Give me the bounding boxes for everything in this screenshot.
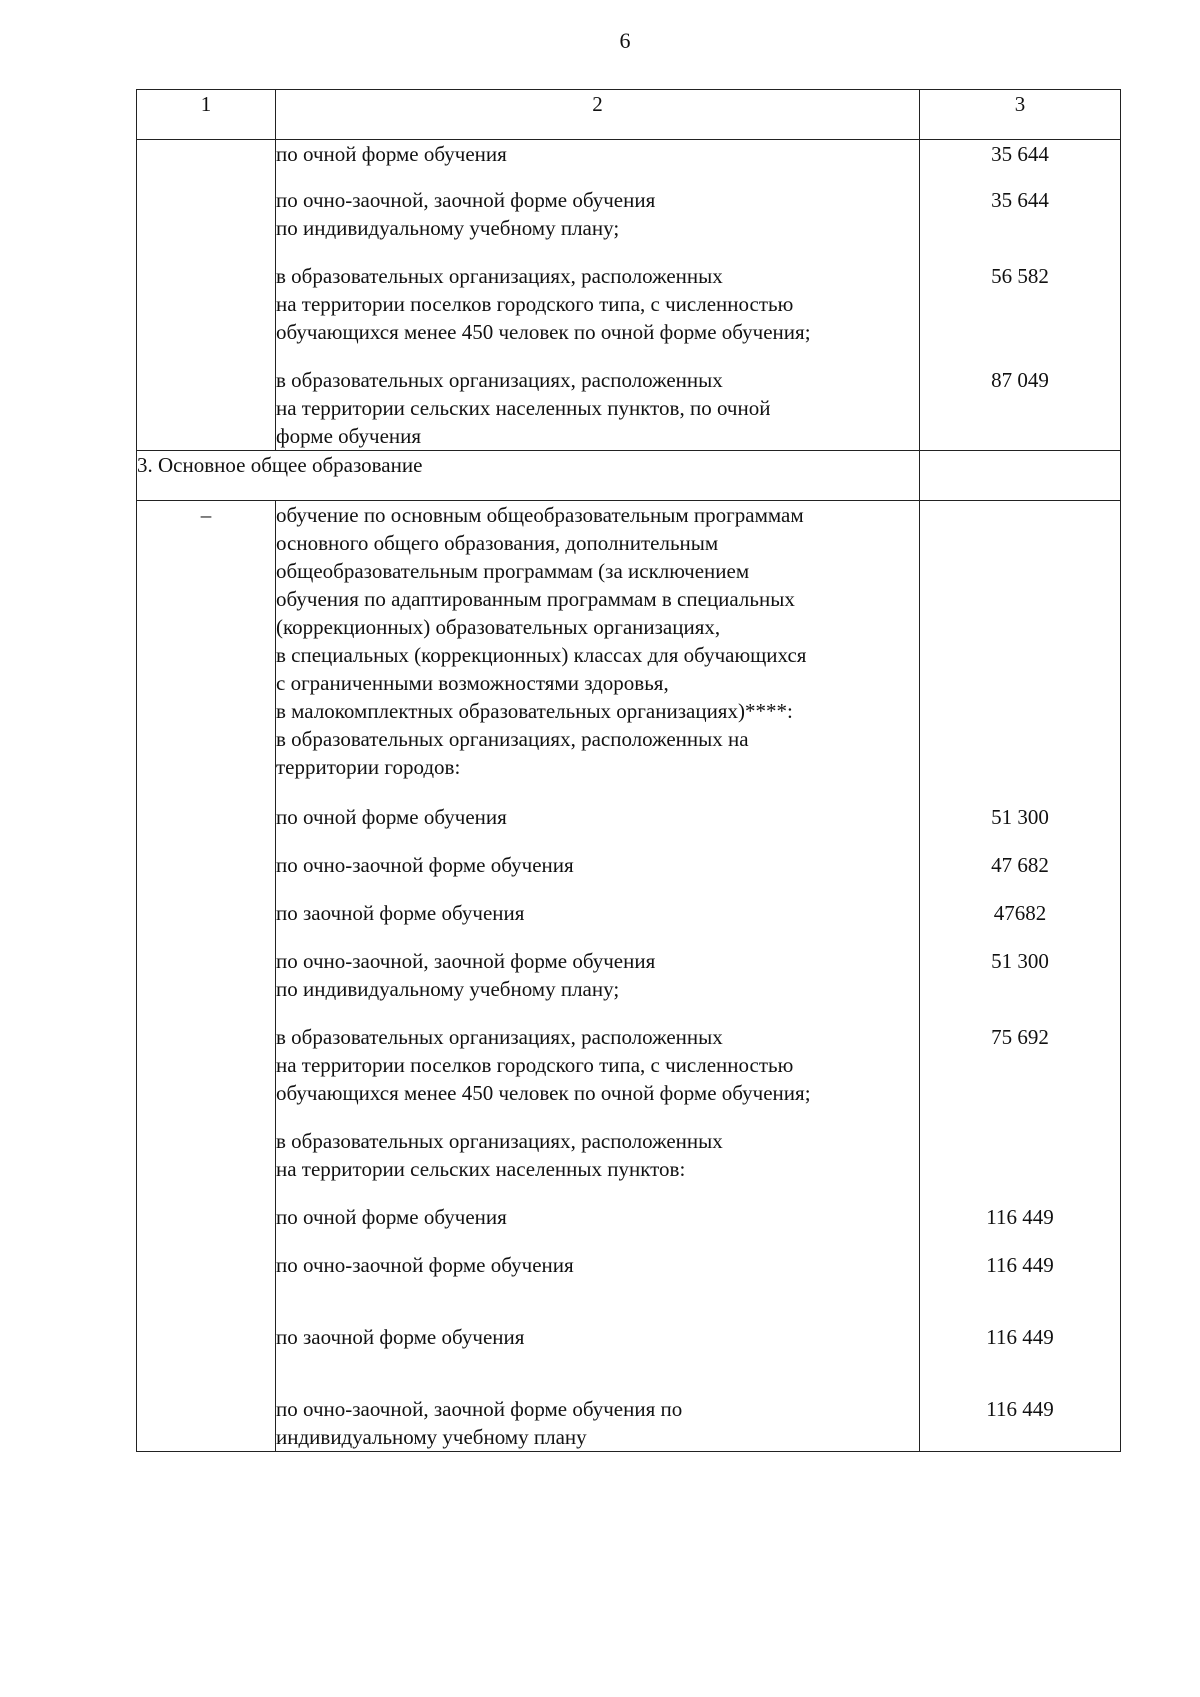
page-number: 6 xyxy=(619,28,631,53)
block2-entry-2-text: по очно-заочной форме обучения xyxy=(276,853,574,877)
block2-intro-spacer xyxy=(920,501,1120,803)
block1-col-3 xyxy=(920,140,1121,451)
block2-entry-10-text: по очно-заочной, заочной форме обучения по индивидуальному учебному плану xyxy=(276,1397,683,1449)
block2-entry-2-value: 47 682 xyxy=(991,853,1049,877)
block1-entry-4-text: в образовательных организациях, расположенных на территории сельских населенных пунктов, по очной форме обучения xyxy=(276,368,771,448)
table-row xyxy=(137,140,1121,451)
block2-entry-1-value: 51 300 xyxy=(991,805,1049,829)
block2-intro: обучение по основным общеобразовательным программам основного общего образования, дополнительным общеобразовательным программам (за исключением обучения по адаптированным программам в специальных (коррекционных) образовательных организациях, в специальных (коррекционных) классах для обучающихся с ограниченными возможностями здоровья, в малокомплектных образовательных организациях)****: в образовательных организациях, расположенных на территории городов: xyxy=(276,503,807,779)
block2-entry-6-value xyxy=(920,1127,1120,1155)
header-col-1: 1 xyxy=(137,90,276,140)
block2-entry-1-text: по очной форме обучения xyxy=(276,805,507,829)
block1-entry-3-value: 56 582 xyxy=(991,264,1049,288)
block2-entry-4-value: 51 300 xyxy=(991,949,1049,973)
block1-entry-2-value: 35 644 xyxy=(991,188,1049,212)
header-col-3: 3 xyxy=(920,90,1121,140)
section-row xyxy=(137,451,1121,501)
header-col-2: 2 xyxy=(276,90,920,140)
tariff-table xyxy=(136,89,1121,1452)
block2-mark: – xyxy=(137,501,276,1452)
block2-entry-5-value: 75 692 xyxy=(991,1025,1049,1049)
block2-col-3 xyxy=(920,501,1121,1452)
block2-entry-5-text: в образовательных организациях, расположенных на территории поселков городского типа, с численностью обучающихся менее 450 человек по очной форме обучения; xyxy=(276,1025,811,1105)
block2-entry-7-text: по очной форме обучения xyxy=(276,1205,507,1229)
block2-entry-9-text: по заочной форме обучения xyxy=(276,1325,525,1349)
block2-entry-9-value: 116 449 xyxy=(986,1325,1054,1349)
block2-entry-10-value: 116 449 xyxy=(986,1397,1054,1421)
section-3-empty xyxy=(920,451,1121,501)
block1-entry-1-text: по очной форме обучения xyxy=(276,142,507,166)
block2-entry-8-text: по очно-заочной форме обучения xyxy=(276,1253,574,1277)
section-3-title: 3. Основное общее образование xyxy=(137,451,920,501)
block2-entry-8-value: 116 449 xyxy=(986,1253,1054,1277)
block1-col-2 xyxy=(276,140,920,451)
table-header-row xyxy=(137,90,1121,140)
block1-col-1 xyxy=(137,140,276,451)
block2-entry-7-value: 116 449 xyxy=(986,1205,1054,1229)
table-row xyxy=(137,501,1121,1452)
block1-entry-1-value: 35 644 xyxy=(991,142,1049,166)
block2-entry-3-value: 47682 xyxy=(993,901,1047,925)
block1-entry-2-text: по очно-заочной, заочной форме обучения по индивидуальному учебному плану; xyxy=(276,188,656,240)
block2-entry-3-text: по заочной форме обучения xyxy=(276,901,525,925)
block2-col-2 xyxy=(276,501,920,1452)
block2-entry-4-text: по очно-заочной, заочной форме обучения по индивидуальному учебному плану; xyxy=(276,949,656,1001)
block2-entry-6-text: в образовательных организациях, расположенных на территории сельских населенных пунктов: xyxy=(276,1129,723,1181)
block1-entry-3-text: в образовательных организациях, расположенных на территории поселков городского типа, с численностью обучающихся менее 450 человек по очной форме обучения; xyxy=(276,264,811,344)
block1-entry-4-value: 87 049 xyxy=(991,368,1049,392)
